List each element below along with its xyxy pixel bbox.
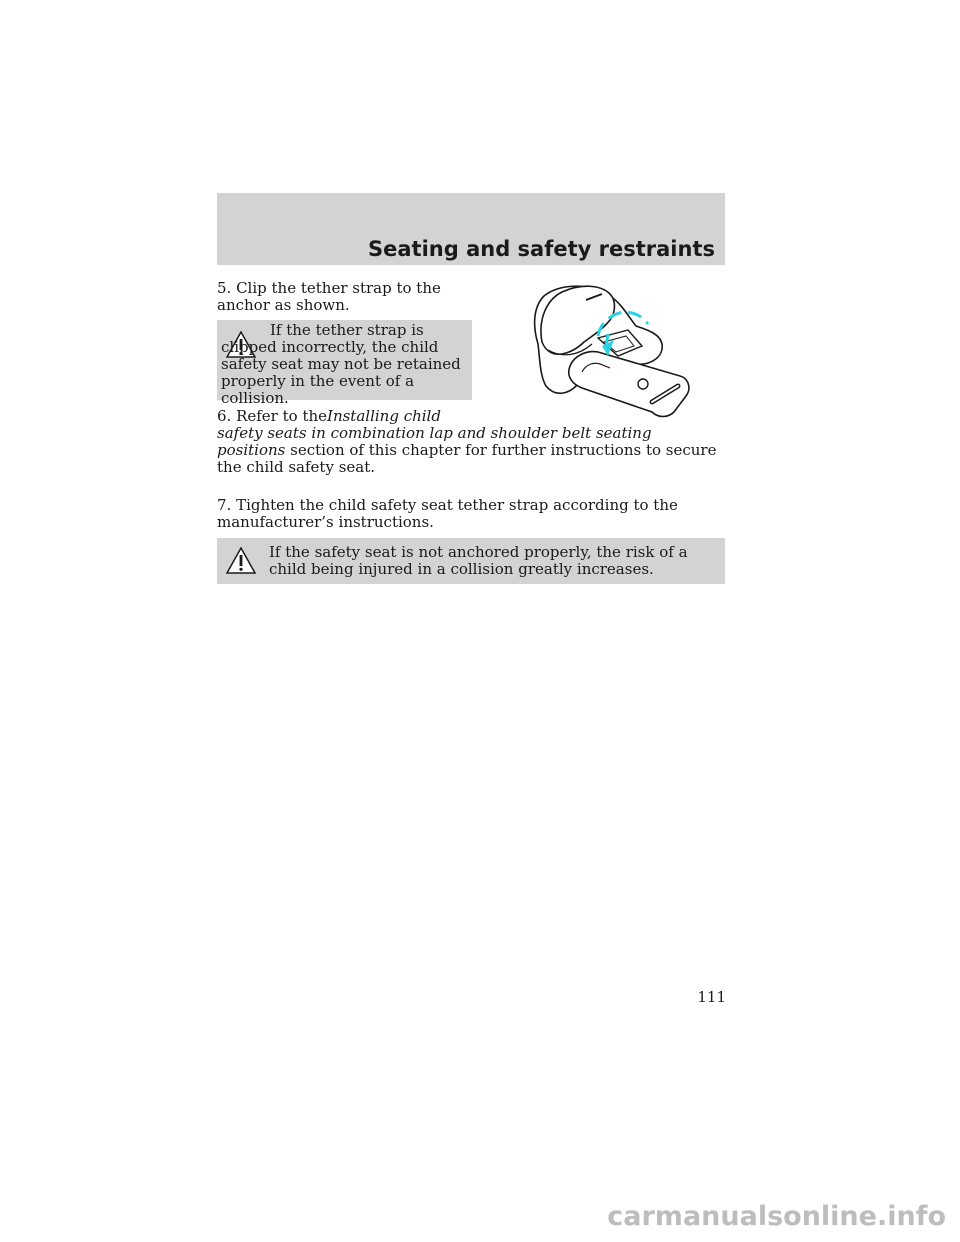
step-6-italic-1: Installing child: [327, 407, 441, 425]
step-6-suffix: section of this chapter for further instructions to secure the child safety seat.: [217, 441, 717, 476]
warning-box-1: [217, 320, 472, 407]
page-number: 111: [697, 988, 726, 1006]
section-header: [217, 193, 725, 265]
section-title: Seating and safety restraints: [368, 237, 715, 261]
warning-1-text: If the tether strap is clipped incorrectly, the child safety seat may not be retained properly in the event of a collision.: [221, 321, 461, 407]
step-6-prefix: 6. Refer to the: [217, 407, 328, 425]
warning-box-2: [217, 538, 725, 584]
step-6-italic-2: safety seats in combination lap and shoulder belt seating positions: [217, 424, 652, 459]
step-7-text: 7. Tighten the child safety seat tether strap according to the manufacturer’s instructions.: [217, 496, 678, 531]
tether-anchor-illustration: [502, 272, 717, 420]
watermark: carmanualsonline.info: [607, 1201, 946, 1232]
warning-triangle-icon: [226, 547, 256, 574]
warning-2-text: If the safety seat is not anchored properly, the risk of a child being injured in a collision greatly increases.: [269, 543, 688, 578]
step-6-text: [217, 408, 717, 476]
step-5-text: 5. Clip the tether strap to the anchor as shown.: [217, 279, 441, 314]
